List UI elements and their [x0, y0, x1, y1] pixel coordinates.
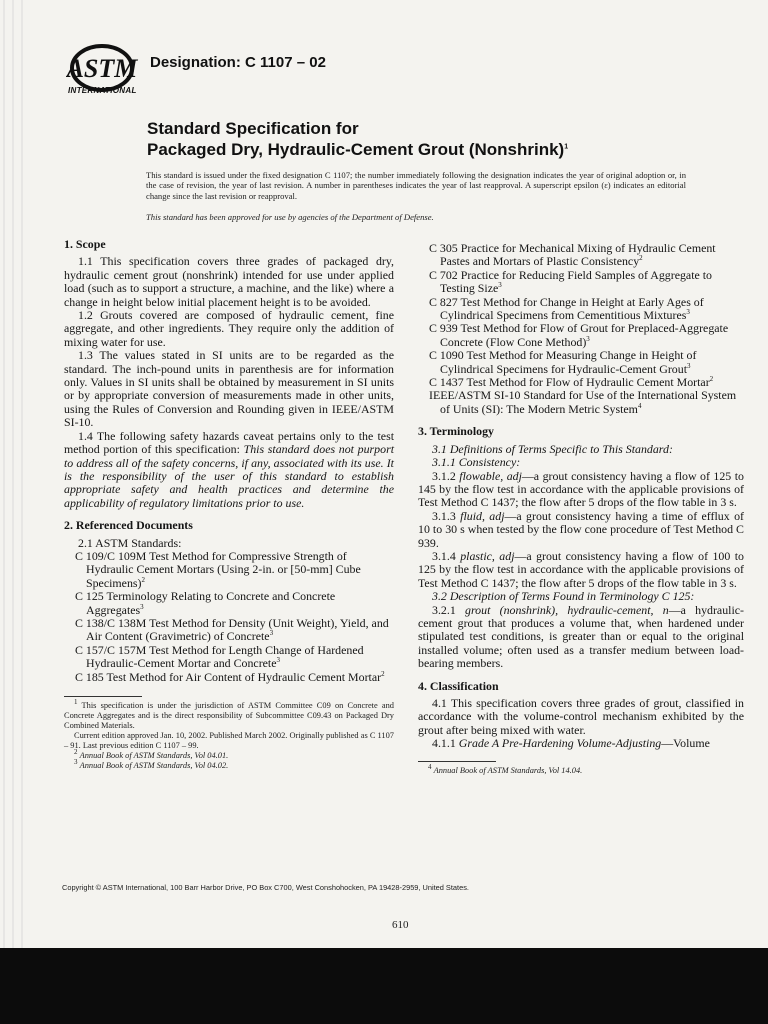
scan-bottom-band [0, 948, 768, 1024]
paragraph-3-1-4 [418, 550, 744, 590]
paragraph-3-1-3 [418, 510, 744, 550]
reference-footnote-mark: 3 [586, 334, 590, 343]
reference-footnote-mark: 4 [637, 401, 642, 410]
paragraph-2-1: 2.1 ASTM Standards: [78, 535, 182, 550]
reference-footnote-mark: 2 [381, 669, 385, 678]
paragraph-3-1: 3.1 Definitions of Terms Specific to This Standard: [432, 441, 673, 456]
logo-lettering: ASTM [66, 54, 138, 83]
left-column [64, 238, 394, 771]
reference-item [429, 242, 744, 269]
paragraph-3-2: 3.2 Description of Terms Found in Terminology C 125: [432, 589, 695, 604]
reference-text: C 185 Test Method for Air Content of Hydraulic Cement Mortar [75, 669, 382, 684]
footnote-mark: 4 [428, 762, 432, 771]
term-number: 4.1.1 [432, 736, 459, 751]
reference-item [75, 550, 394, 590]
paragraph-3-1-1: 3.1.1 Consistency: [432, 455, 521, 470]
reference-item [429, 376, 744, 389]
reference-item [75, 671, 394, 684]
reference-list [418, 242, 744, 416]
title-line-2-text: Packaged Dry, Hydraulic-Cement Grout (Nonshrink) [147, 140, 565, 159]
section-heading-referenced-documents: 2. Referenced Documents [64, 518, 193, 533]
reference-text: C 702 Practice for Reducing Field Samples of Aggregate to Testing Size [429, 267, 713, 296]
issued-note: This standard is issued under the fixed designation C 1107; the number immediately following the designation indicates the year of original adoption or, in the case of revision, the year of last revision. A number in parentheses indicates the year of last reapproval. A superscript epsilon (ε) indicates an editorial change since the last revision or reapproval. [146, 170, 686, 201]
title-line-1: Standard Specification for [147, 119, 359, 138]
paragraph-4-1: 4.1 This specification covers three grades of grout, classified in accordance with the volume-control mechanism exhibited by the grout after being mixed with water. [418, 696, 744, 737]
term-plastic: plastic, adj [460, 548, 515, 563]
paragraph-3-1-2 [418, 470, 744, 510]
footnote [64, 698, 394, 731]
grade-a-text: —Volume [661, 736, 710, 751]
footnote-rule [64, 696, 142, 697]
section-heading-scope: 1. Scope [64, 237, 106, 251]
reference-item [429, 322, 744, 349]
logo-international-label: INTERNATIONAL [68, 86, 137, 95]
term-number: 3.1.3 [432, 508, 461, 523]
term-definition: —a grout consistency having a flow of 125 to 145 by the flow test in accordance with the applicable provisions of Test Method C 1437; the flow after 5 drops of the flow table in 3 s. [418, 468, 744, 510]
reference-text: C 125 Terminology Relating to Concrete and Concrete Aggregates [75, 589, 336, 617]
reference-footnote-mark: 2 [141, 575, 145, 584]
reference-footnote-mark: 3 [687, 361, 691, 370]
reference-text: C 109/C 109M Test Method for Compressive Strength of Hydraulic Cement Mortars (Using 2-in. or [50-mm] Cube Specimens) [75, 548, 361, 590]
paragraph-1-4-lead: 1.4 The following safety hazards caveat pertains only to the test method portion of this specification: [64, 428, 394, 457]
footnote-text: Current edition approved Jan. 10, 2002. Published March 2002. Originally published as C 1107 – 91. Last previous edition C 1107 – 99. [64, 731, 394, 750]
reference-text: C 939 Test Method for Flow of Grout for Preplaced-Aggregate Concrete (Flow Cone Method) [429, 321, 729, 349]
paragraph-1-1: 1.1 This specification covers three grades of packaged dry, hydraulic cement grout (nonshrink) intended for use under applied load (such as to support a structure, a machine, and the like) where a change in height below initial placement height is to be avoided. [64, 254, 394, 309]
footnote-text: Annual Book of ASTM Standards, Vol 14.04. [433, 765, 583, 775]
reference-text: C 827 Test Method for Change in Height at Early Ages of Cylindrical Specimens from Cementitious Mixtures [429, 294, 704, 323]
paragraph-3-2-1 [418, 604, 744, 671]
reference-footnote-mark: 2 [709, 375, 714, 384]
term-grout-nonshrink: grout (nonshrink), hydraulic-cement, n [465, 602, 669, 617]
reference-item [429, 389, 744, 416]
reference-item [429, 296, 744, 323]
reference-list [64, 550, 394, 684]
page-number: 610 [392, 919, 409, 931]
title-line-2 [147, 139, 707, 160]
page-binding-edge [0, 0, 24, 948]
term-fluid: fluid, adj [460, 508, 505, 523]
reference-text: C 305 Practice for Mechanical Mixing of Hydraulic Cement Pastes and Mortars of Plastic Consistency [429, 241, 716, 269]
reference-footnote-mark: 2 [639, 254, 643, 263]
footnote-rule [418, 761, 496, 762]
footnote-mark: 1 [74, 698, 78, 707]
term-flowable: flowable, adj [459, 468, 522, 483]
footnote-mark: 3 [74, 758, 78, 767]
footnote [64, 758, 394, 771]
reference-item [75, 617, 394, 644]
section-heading-classification: 4. Classification [418, 678, 499, 693]
footnote-text: Annual Book of ASTM Standards, Vol 04.02. [79, 761, 229, 770]
reference-text: C 1437 Test Method for Flow of Hydraulic Cement Mortar [429, 375, 710, 390]
footnote-text: Annual Book of ASTM Standards, Vol 04.01. [79, 751, 229, 760]
footnote-text: This specification is under the jurisdiction of ASTM Committee C09 on Concrete and Concrete Aggregates and is the direct responsibility of Subcommittee C09.43 on Packaged Dry Combined Materials. [64, 701, 394, 730]
reference-item [75, 590, 394, 617]
paragraph-1-3: 1.3 The values stated in SI units are to be regarded as the standard. The inch-pound units in parenthesis are for information only. Values in SI units shall be obtained by measurement in SI units or by appropriate conversion of measurements made in other units, using the Rules of Conversion and Rounding given in IEEE/ASTM SI-10. [64, 348, 394, 430]
footnote [64, 731, 394, 751]
footnote-list [64, 698, 394, 771]
reference-footnote-mark: 3 [140, 602, 144, 611]
safety-caveat: This standard does not purport to address all of the safety concerns, if any, associated with its use. It is the responsibility of the user of this standard to establish appropriate safety and health practices and determine the applicability of regulatory limitations prior to use. [64, 442, 395, 510]
reference-text: IEEE/ASTM SI-10 Standard for Use of the International System of Units (SI): The Modern Metric System [429, 388, 737, 416]
designation: Designation: C 1107 – 02 [150, 54, 326, 71]
reference-item [429, 349, 744, 376]
footnote-mark: 2 [74, 748, 78, 757]
section-heading-terminology: 3. Terminology [418, 424, 494, 439]
paragraph-1-4 [64, 430, 394, 510]
approved-note: This standard has been approved for use by agencies of the Department of Defense. [146, 212, 434, 222]
paragraph-1-2: 1.2 Grouts covered are composed of hydraulic cement, fine aggregate, and other ingredients. They require only the addition of mixing water for use. [64, 308, 394, 349]
term-number: 3.2.1 [432, 602, 466, 617]
term-definition: —a grout consistency having a time of efflux of 10 to 30 s when tested by the flow cone procedure of Test Method C 939. [418, 508, 744, 550]
reference-text: C 138/C 138M Test Method for Density (Unit Weight), Yield, and Air Content (Gravimetric) of Concrete [75, 615, 389, 644]
term-definition: —a grout consistency having a flow of 100 to 125 by the flow test in accordance with the applicable provisions of Test Method C 1437; the flow after 5 drops of the flow table in 3 s. [418, 548, 744, 590]
reference-footnote-mark: 3 [269, 629, 274, 638]
reference-footnote-mark: 3 [498, 281, 502, 290]
paragraph-4-1-1 [418, 737, 744, 750]
reference-text: C 157/C 157M Test Method for Length Change of Hardened Hydraulic-Cement Mortar and Concrete [75, 642, 364, 671]
reference-item [75, 644, 394, 671]
reference-text: C 1090 Test Method for Measuring Change in Height of Cylindrical Specimens for Hydraulic-Cement Grout [429, 348, 697, 376]
term-definition: —a hydraulic-cement grout that produces a volume that, when hardened under stipulated test conditions, is greater than or equal to the original installed volume; often used as a transfer medium between load-bearing members. [418, 602, 744, 671]
right-column [418, 242, 744, 776]
grade-a-name: Grade A Pre-Hardening Volume-Adjusting [458, 736, 662, 751]
footnote-4 [418, 762, 744, 776]
term-number: 3.1.2 [432, 468, 460, 483]
reference-footnote-mark: 3 [276, 656, 281, 665]
title-footnote-mark: 1 [564, 143, 569, 151]
copyright-line: Copyright © ASTM International, 100 Barr Harbor Drive, PO Box C700, West Conshohocken, PA 19428-2959, United States. [62, 883, 469, 892]
footnote [64, 748, 394, 761]
reference-footnote-mark: 3 [686, 308, 690, 317]
term-number: 3.1.4 [432, 548, 461, 563]
document-title [147, 118, 707, 160]
reference-item [429, 269, 744, 296]
